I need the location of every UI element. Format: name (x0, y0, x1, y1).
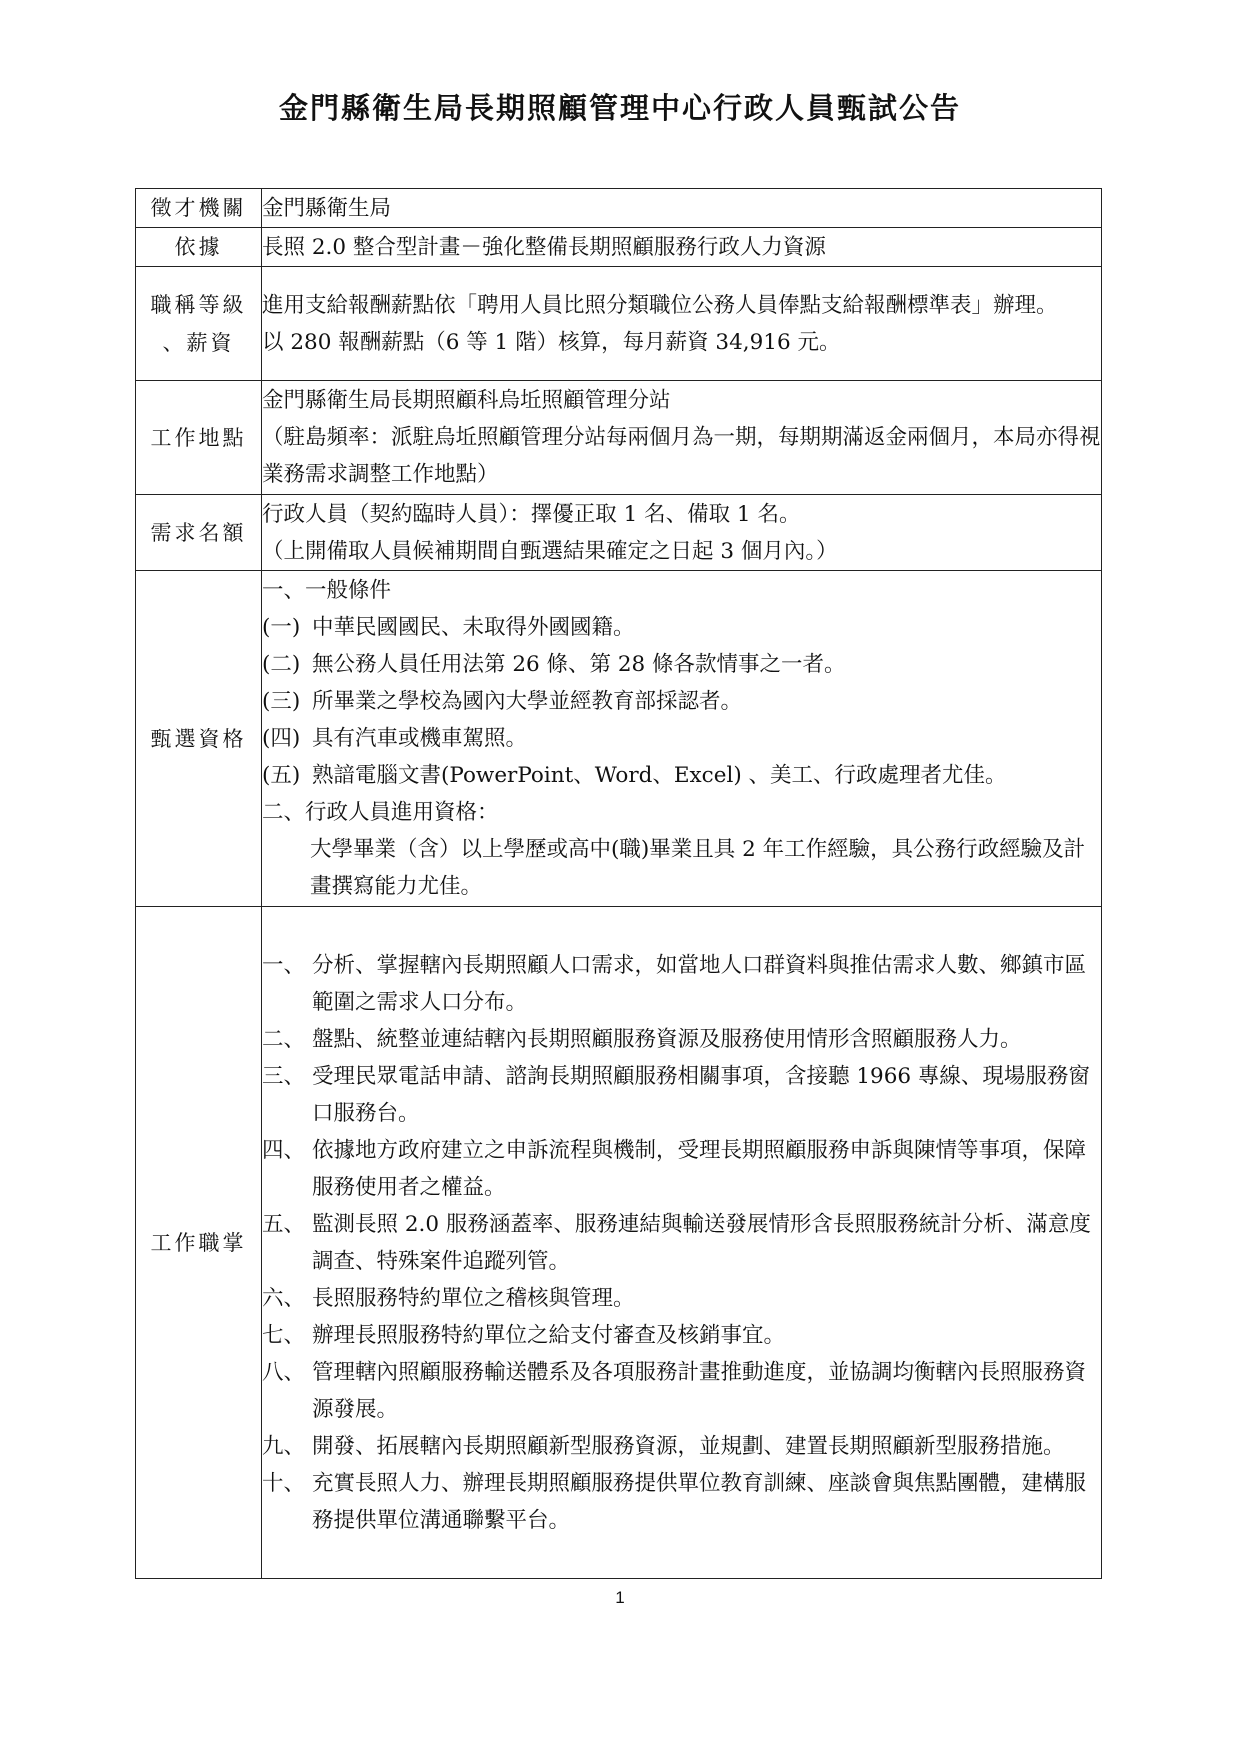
condition-text: 中華民國國民、未取得外國國籍。 (312, 615, 635, 640)
duty-marker: 十、 (262, 1470, 306, 1496)
label-headcount: 需求名額 (136, 495, 262, 571)
headcount-note: （上開備取人員候補期間自甄選結果確定之日起 3 個月內。） (262, 538, 838, 564)
duty-text: 依據地方政府建立之申訴流程與機制，受理長期照顧服務申訴與陳情等事項，保障服務使用者之權益。 (312, 1137, 1087, 1200)
duty-marker: 五、 (262, 1211, 306, 1237)
label-qualifications: 甄選資格 (136, 571, 262, 907)
duty-marker: 八、 (262, 1359, 306, 1385)
basis-text: 長照 2.0 整合型計畫－強化整備長期照顧服務行政人力資源 (262, 234, 826, 260)
admin-qualification-heading: 二、行政人員進用資格： (262, 800, 499, 825)
admin-qualification-text: 大學畢業（含）以上學歷或高中(職)畢業且具 2 年工作經驗，具公務行政經驗及計畫撰寫能力尤佳。 (310, 837, 1086, 899)
duty-marker: 四、 (262, 1137, 306, 1163)
label-grade-salary (136, 267, 262, 381)
duty-marker: 一、 (262, 952, 306, 978)
duty-text: 管理轄內照顧服務輸送體系及各項服務計畫推動進度，並協調均衡轄內長照服務資源發展。 (312, 1359, 1087, 1422)
condition-item (262, 757, 1101, 794)
duty-marker: 九、 (262, 1433, 306, 1459)
condition-marker: (五) (262, 763, 301, 788)
duty-text: 充實長照人力、辦理長期照顧服務提供單位教育訓練、座談會與焦點團體，建構服務提供單位溝通聯繫平台。 (312, 1470, 1087, 1533)
duty-text: 分析、掌握轄內長期照顧人口需求，如當地人口群資料與推估需求人數、鄉鎮市區範圍之需求人口分布。 (312, 952, 1087, 1015)
condition-marker: (一) (262, 615, 301, 640)
duty-marker: 六、 (262, 1285, 306, 1311)
row-grade-salary (136, 267, 1102, 381)
condition-item (262, 683, 1101, 720)
duty-text: 開發、拓展轄內長期照顧新型服務資源，並規劃、建置長期照顧新型服務措施。 (312, 1433, 1065, 1459)
label-grade-line1: 職稱等級 (150, 292, 247, 317)
duty-item (262, 947, 1101, 1021)
agency-name: 金門縣衛生局 (262, 195, 392, 221)
row-basis (136, 228, 1102, 267)
general-conditions-heading: 一、一般條件 (262, 578, 392, 603)
condition-item (262, 609, 1101, 646)
duty-marker: 三、 (262, 1063, 306, 1089)
salary-amount-text: 以 280 報酬薪點（6 等 1 階）核算，每月薪資 34,916 元。 (262, 329, 841, 355)
duty-text: 辦理長照服務特約單位之給支付審查及核銷事宜。 (312, 1322, 786, 1348)
page-number: 1 (615, 1588, 625, 1607)
value-basis (262, 228, 1102, 267)
page-title: 金門縣衛生局長期照顧管理中心行政人員甄試公告 (278, 91, 961, 125)
row-duties (136, 907, 1102, 1579)
location-name: 金門縣衛生局長期照顧科烏坵照顧管理分站 (262, 388, 671, 413)
duty-text: 受理民眾電話申請、諮詢長期照顧服務相關事項，含接聽 1966 專線、現場服務窗口服務台。 (312, 1063, 1090, 1126)
duty-item (262, 1465, 1101, 1539)
condition-item (262, 646, 1101, 683)
label-agency: 徵才機關 (136, 189, 262, 228)
condition-text: 具有汽車或機車駕照。 (312, 726, 528, 751)
condition-text: 無公務人員任用法第 26 條、第 28 條各款情事之一者。 (312, 652, 846, 677)
location-rotation-note: （駐島頻率：派駐烏坵照顧管理分站每兩個月為一期，每期期滿返金兩個月，本局亦得視業務需求調整工作地點） (262, 425, 1101, 487)
duty-marker: 七、 (262, 1322, 306, 1348)
condition-text: 所畢業之學校為國內大學並經教育部採認者。 (312, 689, 743, 714)
duty-item (262, 1354, 1101, 1428)
duty-marker: 二、 (262, 1026, 306, 1052)
value-headcount (262, 495, 1102, 571)
row-qualifications (136, 571, 1102, 907)
row-location (136, 381, 1102, 495)
label-duties: 工作職掌 (136, 907, 262, 1579)
duty-item (262, 1428, 1101, 1465)
condition-marker: (四) (262, 726, 301, 751)
duty-item (262, 1280, 1101, 1317)
row-agency (136, 189, 1102, 228)
condition-text: 熟諳電腦文書(PowerPoint、Word、Excel) 、美工、行政處理者尤佳。 (312, 763, 1007, 788)
duty-item (262, 1021, 1101, 1058)
label-location: 工作地點 (136, 381, 262, 495)
label-basis: 依據 (136, 228, 262, 267)
duty-item (262, 1132, 1101, 1206)
label-grade-line2: 、薪資 (162, 330, 235, 355)
row-headcount (136, 495, 1102, 571)
value-qualifications (262, 571, 1102, 907)
duty-item (262, 1058, 1101, 1132)
duty-item (262, 1317, 1101, 1354)
value-duties (262, 907, 1102, 1579)
duty-item (262, 1206, 1101, 1280)
recruitment-table (135, 188, 1102, 1579)
condition-marker: (二) (262, 652, 301, 677)
duty-text: 盤點、統整並連結轄內長期照顧服務資源及服務使用情形含照顧服務人力。 (312, 1026, 1022, 1052)
condition-item (262, 720, 1101, 757)
condition-marker: (三) (262, 689, 301, 714)
value-agency (262, 189, 1102, 228)
duty-text: 監測長照 2.0 服務涵蓋率、服務連結與輸送發展情形含長照服務統計分析、滿意度調查、特殊案件追蹤列管。 (312, 1211, 1091, 1274)
salary-standard-text: 進用支給報酬薪點依「聘用人員比照分類職位公務人員俸點支給報酬標準表」辦理。 (262, 292, 1058, 318)
headcount-text: 行政人員（契約臨時人員）：擇優正取 1 名、備取 1 名。 (262, 501, 801, 527)
value-grade-salary (262, 267, 1102, 381)
duty-text: 長照服務特約單位之稽核與管理。 (312, 1285, 635, 1311)
value-location (262, 381, 1102, 495)
